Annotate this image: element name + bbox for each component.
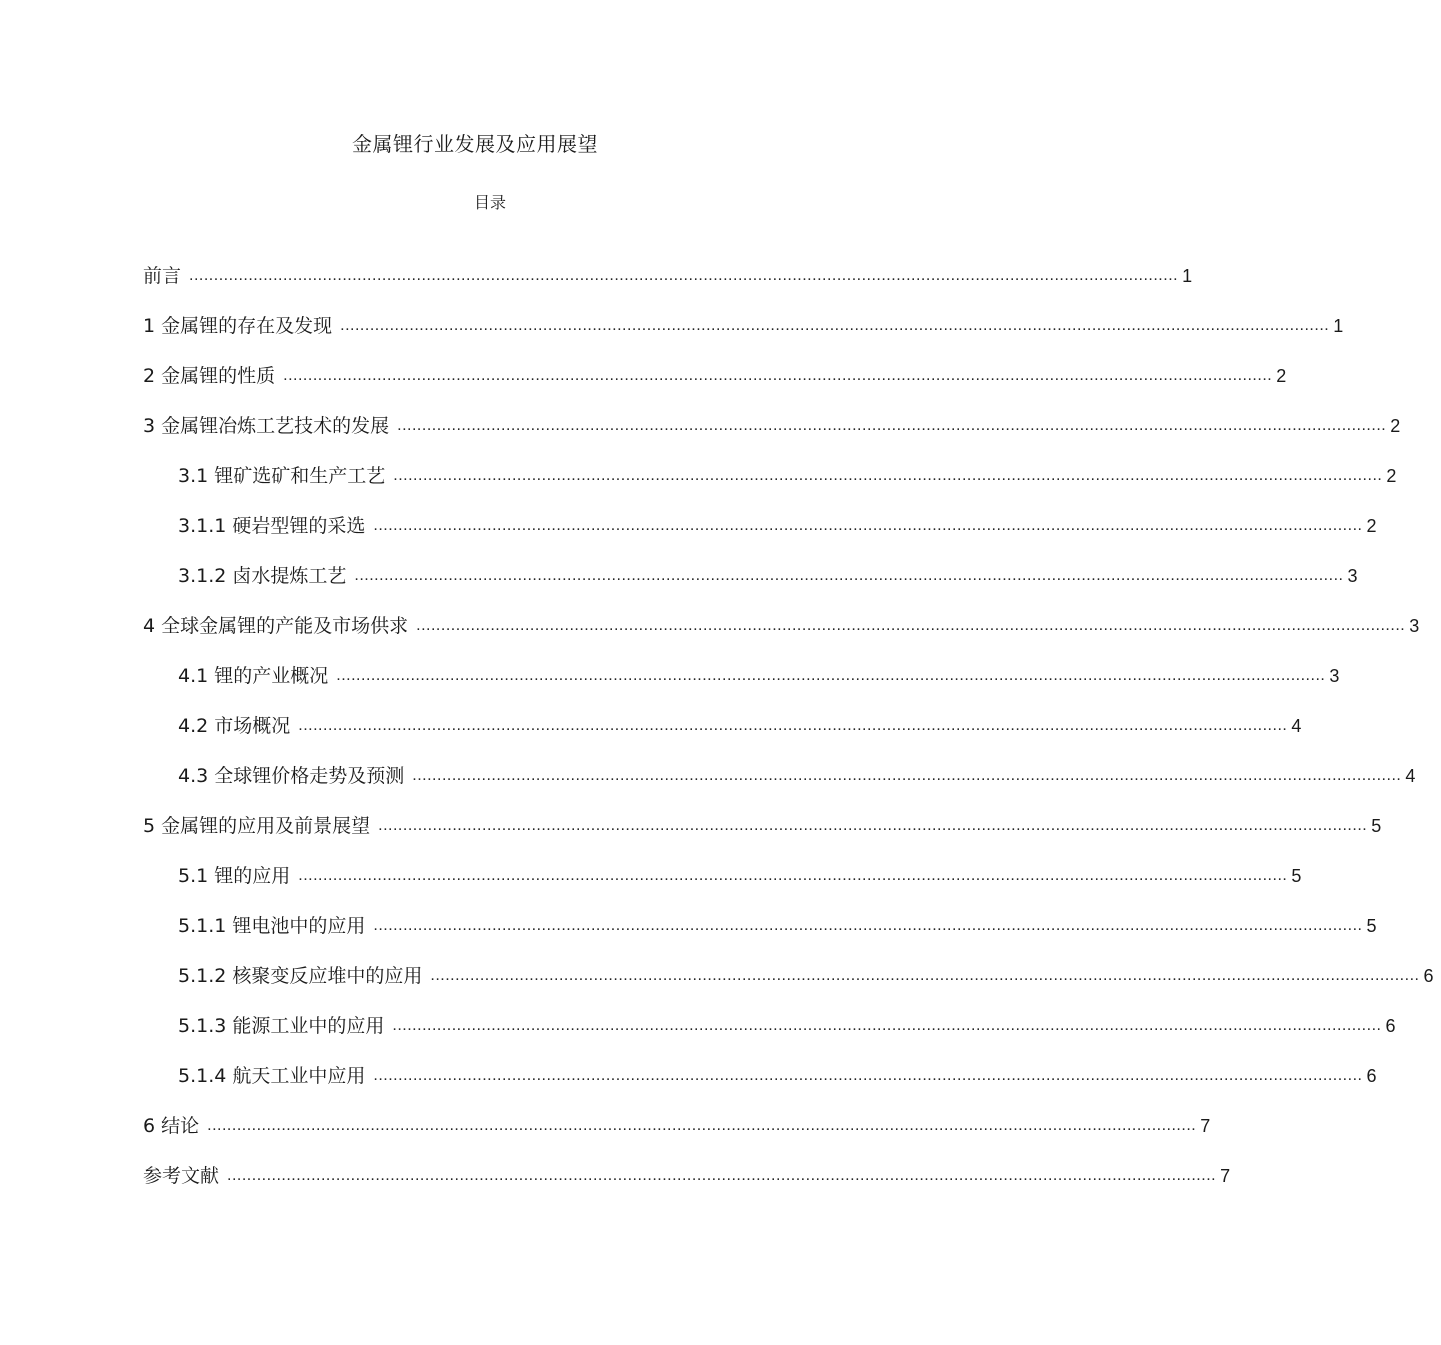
toc-entry-page-number: 5 [1291,866,1302,886]
toc-entry[interactable] [143,497,1377,547]
toc-dot-leader: ........................................................................................................................................................................................................ [373,517,1363,534]
document-title: 金属锂行业发展及应用展望 [352,132,598,156]
toc-entry-page-number: 3 [1329,666,1340,686]
toc-dot-leader: ........................................................................................................................................................................................................ [373,1067,1363,1084]
toc-entry-label: 前言 [143,265,182,287]
toc-entry-label: 3.1 锂矿选矿和生产工艺 [178,465,386,487]
toc-entry-page-number: 2 [1366,516,1377,536]
toc-entry-label: 4.2 市场概况 [178,715,291,737]
toc-entry-label: 1 金属锂的存在及发现 [143,315,333,337]
toc-entry-page-number: 6 [1366,1066,1377,1086]
toc-entry[interactable] [143,997,1396,1047]
toc-entry-label: 5 金属锂的应用及前景展望 [143,815,371,837]
toc-dot-leader: ........................................................................................................................................................................................................ [227,1167,1217,1184]
toc-entry-page-number: 6 [1423,966,1434,986]
toc-dot-leader: ........................................................................................................................................................................................................ [392,1017,1382,1034]
toc-entry-page-number: 7 [1220,1166,1231,1186]
toc-dot-leader: ........................................................................................................................................................................................................ [283,367,1273,384]
toc-dot-leader: ........................................................................................................................................................................................................ [340,317,1330,334]
toc-dot-leader: ........................................................................................................................................................................................................ [354,567,1344,584]
toc-dot-leader: ........................................................................................................................................................................................................ [189,267,1179,284]
toc-dot-leader: ........................................................................................................................................................................................................ [412,767,1402,784]
toc-dot-leader: ........................................................................................................................................................................................................ [373,917,1363,934]
toc-entry-page-number: 1 [1333,316,1344,336]
toc-entry-label: 6 结论 [143,1115,200,1137]
toc-entry-label: 参考文献 [143,1165,220,1187]
toc-entry-label: 5.1.4 航天工业中应用 [178,1065,366,1087]
table-of-contents [143,247,1434,1197]
toc-heading: 目录 [473,193,506,212]
toc-entry-page-number: 3 [1409,616,1420,636]
toc-dot-leader: ........................................................................................................................................................................................................ [298,867,1288,884]
toc-entry-page-number: 4 [1291,716,1302,736]
toc-entry-page-number: 3 [1347,566,1358,586]
toc-entry[interactable] [143,947,1434,997]
toc-entry[interactable] [143,1097,1211,1147]
toc-entry-page-number: 4 [1405,766,1416,786]
toc-entry[interactable] [143,697,1302,747]
toc-entry[interactable] [143,747,1416,797]
toc-dot-leader: ........................................................................................................................................................................................................ [298,717,1288,734]
toc-dot-leader: ........................................................................................................................................................................................................ [393,467,1383,484]
toc-dot-leader: ........................................................................................................................................................................................................ [378,817,1368,834]
toc-entry[interactable] [143,797,1382,847]
toc-entry-page-number: 2 [1386,466,1397,486]
toc-entry-label: 4.3 全球锂价格走势及预测 [178,765,405,787]
toc-dot-leader: ........................................................................................................................................................................................................ [430,967,1420,984]
toc-entry-page-number: 6 [1385,1016,1396,1036]
toc-dot-leader: ........................................................................................................................................................................................................ [207,1117,1197,1134]
toc-entry-label: 4.1 锂的产业概况 [178,665,329,687]
toc-entry-page-number: 5 [1371,816,1382,836]
toc-entry[interactable] [143,297,1344,347]
toc-entry-label: 5.1.2 核聚变反应堆中的应用 [178,965,423,987]
toc-entry-page-number: 5 [1366,916,1377,936]
toc-entry-label: 3 金属锂冶炼工艺技术的发展 [143,415,390,437]
toc-entry[interactable] [143,597,1420,647]
toc-entry[interactable] [143,1047,1377,1097]
toc-entry-label: 5.1.1 锂电池中的应用 [178,915,366,937]
toc-entry-label: 2 金属锂的性质 [143,365,276,387]
toc-entry[interactable] [143,1147,1231,1197]
toc-dot-leader: ........................................................................................................................................................................................................ [416,617,1406,634]
toc-entry-label: 3.1.2 卤水提炼工艺 [178,565,347,587]
toc-entry[interactable] [143,847,1302,897]
toc-entry[interactable] [143,397,1401,447]
toc-entry[interactable] [143,447,1397,497]
toc-entry-label: 4 全球金属锂的产能及市场供求 [143,615,409,637]
toc-entry-page-number: 7 [1200,1116,1211,1136]
toc-entry-page-number: 2 [1276,366,1287,386]
toc-entry-label: 3.1.1 硬岩型锂的采选 [178,515,366,537]
toc-entry[interactable] [143,247,1193,297]
toc-entry-page-number: 2 [1390,416,1401,436]
toc-dot-leader: ........................................................................................................................................................................................................ [336,667,1326,684]
toc-entry[interactable] [143,647,1340,697]
toc-dot-leader: ........................................................................................................................................................................................................ [397,417,1387,434]
toc-entry-page-number: 1 [1182,266,1193,286]
toc-entry[interactable] [143,347,1287,397]
toc-entry[interactable] [143,547,1358,597]
toc-entry[interactable] [143,897,1377,947]
toc-entry-label: 5.1 锂的应用 [178,865,291,887]
toc-entry-label: 5.1.3 能源工业中的应用 [178,1015,385,1037]
